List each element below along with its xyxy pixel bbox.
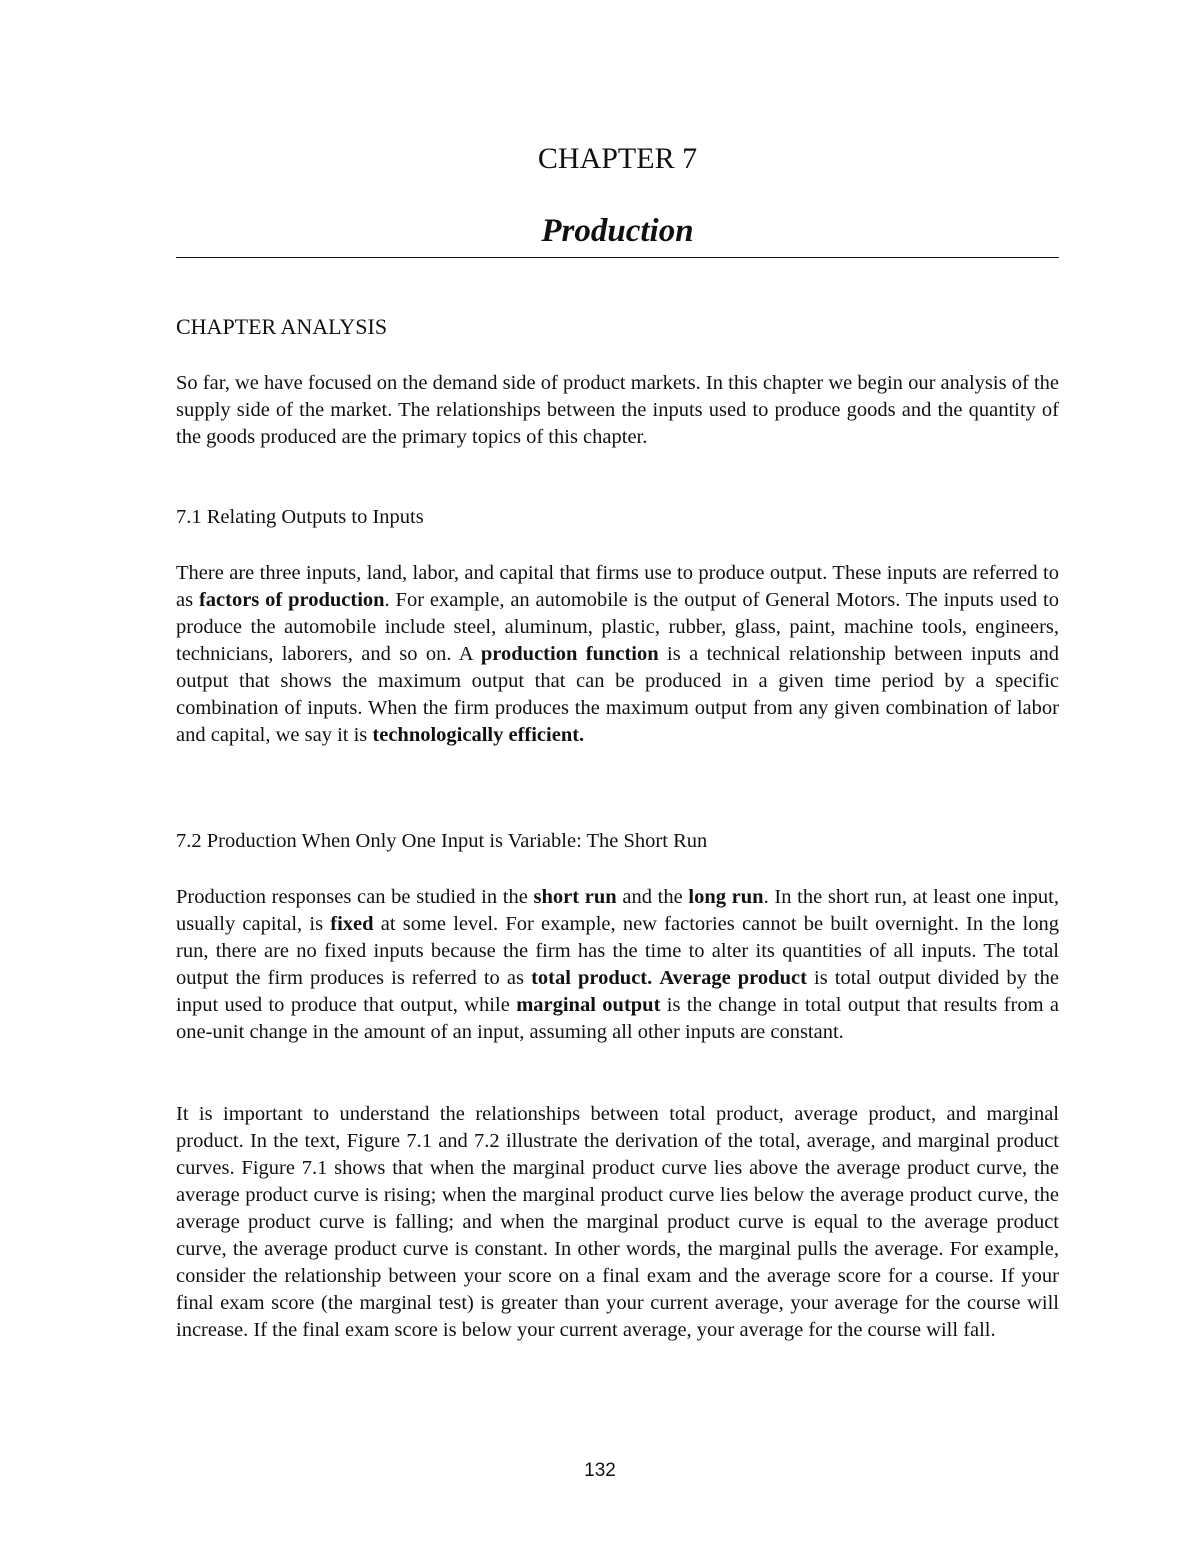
section-7-2-paragraph-2: It is important to understand the relationships between total product, average product, and marginal product. In the text, Figure 7.1 and 7.2 illustrate the derivation of the total, average, and marginal product curves. Figure 7.1 shows that when the marginal product curve lies above the average product curve, the average product curve is rising; when the marginal product curve lies below the average product curve, the average product curve is falling; and when the marginal product curve is equal to the average product curve, the average product curve is constant. In other words, the marginal pulls the average. For example, consider the relationship between your score on a final exam and the average score for a course. If your final exam score (the marginal test) is greater than your current average, your average for the course will increase. If the final exam score is below your current average, your average for the course will fall. (176, 1103, 1059, 1341)
section-7-2-heading: 7.2 Production When Only One Input is Variable: The Short Run (176, 830, 708, 852)
term-fixed: fixed (330, 913, 374, 935)
chapter-title: Production (541, 213, 694, 249)
intro-paragraph: So far, we have focused on the demand side of product markets. In this chapter we begin our analysis of the supply side of the market. The relationships between the inputs used to produce goods and the quantity of the goods produced are the primary topics of this chapter. (176, 372, 1059, 448)
text-run: is total output divided by the input used to produce that output, while (176, 967, 1060, 1016)
term-marginal-output: marginal output (516, 994, 661, 1016)
text-run: is the change in total output that results from a one-unit change in the amount of an input, assuming all other inputs are constant. (176, 994, 1059, 1043)
text-run: . In the short run, at least one input, usually capital, is (176, 886, 1059, 935)
term-average-product: Average product (659, 967, 807, 989)
text-run: at some level. For example, new factories cannot be built overnight. In the long run, there are no fixed inputs because the firm has the time to alter its quantities of all inputs. The total output the firm produces is referred to as (176, 913, 1059, 989)
section-7-1-paragraph (176, 560, 1059, 749)
term-long-run: long run (688, 886, 764, 908)
term-production-function: production function (480, 643, 659, 665)
term-technologically-efficient: technologically efficient. (372, 724, 585, 746)
page-number: 132 (584, 1460, 616, 1481)
section-7-1-heading: 7.1 Relating Outputs to Inputs (176, 506, 424, 528)
text-run: Production responses can be studied in the (176, 886, 534, 908)
text-run: . For example, an automobile is the output of General Motors. The inputs used to produce the automobile include steel, aluminum, plastic, rubber, glass, paint, machine tools, engineers, technicians, laborers, and so on. A (176, 589, 1059, 665)
section-7-2-paragraph-1 (176, 884, 1059, 1046)
term-short-run: short run (533, 886, 617, 908)
term-total-product: total product. (531, 967, 653, 989)
text-run: is a technical relationship between inputs and output that shows the maximum output that can be produced in a given time period by a specific combination of inputs. When the firm produces the maximum output from any given combination of labor and capital, we say it is (176, 643, 1060, 746)
text-run: and the (616, 886, 689, 908)
title-divider (176, 257, 1059, 258)
term-factors-of-production: factors of production (198, 589, 385, 611)
chapter-number: CHAPTER 7 (537, 142, 698, 175)
chapter-analysis-heading: CHAPTER ANALYSIS (176, 314, 388, 339)
text-run: There are three inputs, land, labor, and capital that firms use to produce output. These inputs are referred to as (176, 562, 1059, 611)
